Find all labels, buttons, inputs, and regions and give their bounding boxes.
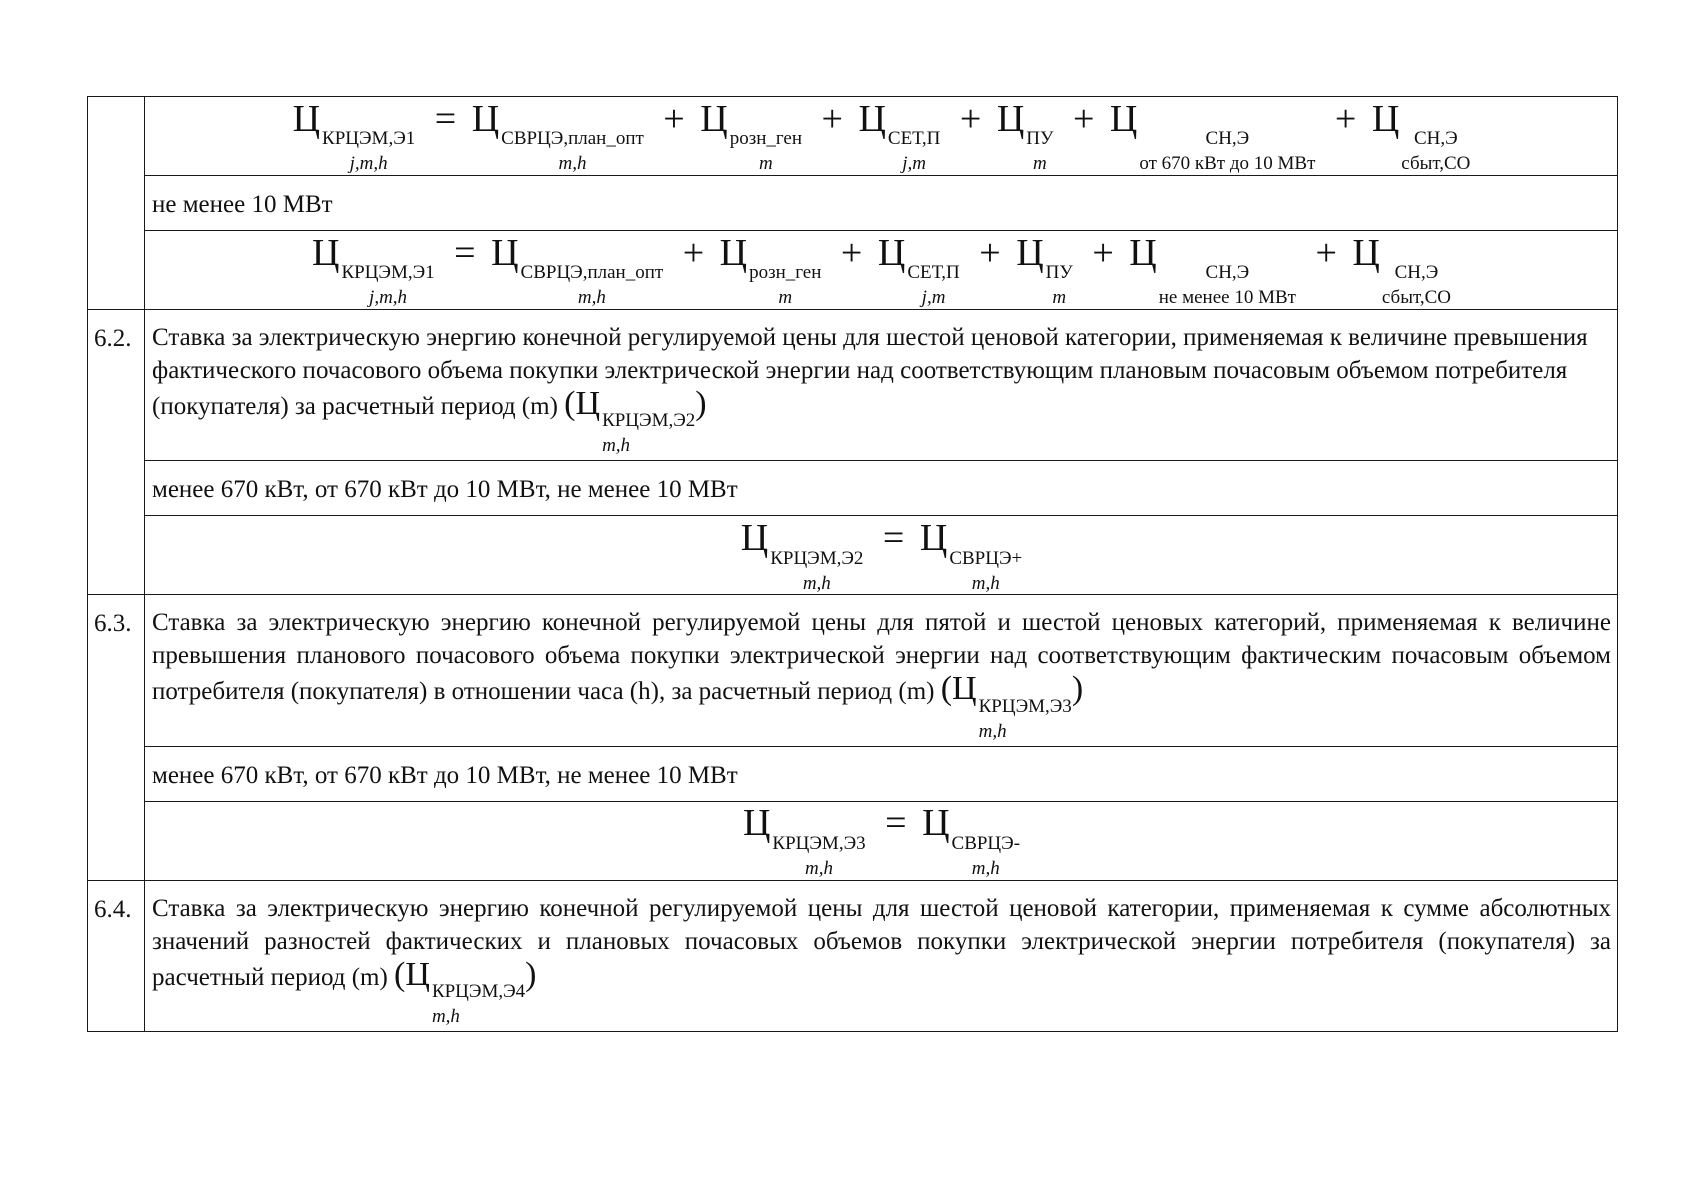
formula-cell [145, 231, 1618, 310]
item-description [145, 595, 1618, 746]
table-row [88, 516, 1618, 595]
item-number: 6.4. [88, 880, 145, 1031]
rate-symbol: (Ц КРЦЭМ,Э2 m,h ) [564, 385, 707, 457]
capacity-label: не менее 10 МВт [145, 176, 1618, 231]
item-description-text: Ставка за электрическую энергию конечной регулируемой цены для шестой ценовой категории, применяемая к сумме абсолютных значений разностей фактических и плановых почасовых объемов покупки электрической энергии потребителя (покупателя) за расчетный период (m) [152, 894, 1611, 991]
rate-symbol: (Ц КРЦЭМ,Э3 m,h ) [940, 670, 1084, 742]
item-description [145, 310, 1618, 461]
capacity-label: менее 670 кВт, от 670 кВт до 10 МВт, не менее 10 МВт [145, 461, 1618, 516]
formula-e1-over10mw: Ц КРЦЭМ,Э1 j,m,h = Ц СВРЦЭ,план_опт m,h + Ц розн_ген m + Ц СЕТ,П j,m + Ц ПУ m + Ц СН,Э не менее 10 МВт + Ц СН,Э сбыт,СО [312, 231, 1451, 309]
table-row [88, 461, 1618, 516]
table-row [88, 310, 1618, 461]
formula-e3: Ц КРЦЭМ,Э3 m,h = Ц СВРЦЭ- m,h [742, 802, 1021, 879]
formula-e2: Ц КРЦЭМ,Э2 m,h = Ц СВРЦЭ+ m,h [740, 516, 1023, 594]
tariff-table [87, 96, 1618, 1032]
table-row [88, 880, 1618, 1031]
table-row [88, 801, 1618, 880]
item-number: 6.3. [88, 595, 145, 880]
formula-cell [145, 97, 1618, 176]
formula-e1-partial: Ц КРЦЭМ,Э1 j,m,h = Ц СВРЦЭ,план_опт m,h + Ц розн_ген m + Ц СЕТ,П j,m + Ц ПУ m + Ц СН,Э от 670 кВт до 10 МВт + Ц СН,Э сбыт,СО [292, 97, 1471, 175]
table-row [88, 595, 1618, 746]
item-number-cell-empty [88, 97, 145, 310]
table-row [88, 746, 1618, 801]
item-number: 6.2. [88, 310, 145, 595]
item-description-text: Ставка за электрическую энергию конечной регулируемой цены для шестой ценовой категории, применяемая к величине превышения фактического почасового объема покупки электрической энергии над соответствующим плановым почасовым объемом потребителя (покупателя) за расчетный период (m) [152, 324, 1588, 420]
rate-symbol: (Ц КРЦЭМ,Э4 m,h ) [394, 955, 537, 1027]
table-row [88, 176, 1618, 231]
item-description [145, 880, 1618, 1031]
capacity-label: менее 670 кВт, от 670 кВт до 10 МВт, не менее 10 МВт [145, 746, 1618, 801]
item-description-text: Ставка за электрическую энергию конечной регулируемой цены для пятой и шестой ценовых категорий, применяемая к величине превышения планового почасового объема покупки электрической энергии над соответствующим фактическим почасовым объемом потребителя (покупателя) в отношении часа (h), за расчетный период (m) [152, 609, 1611, 706]
formula-cell [145, 516, 1618, 595]
table-row [88, 97, 1618, 176]
table-row [88, 231, 1618, 310]
formula-cell [145, 801, 1618, 880]
